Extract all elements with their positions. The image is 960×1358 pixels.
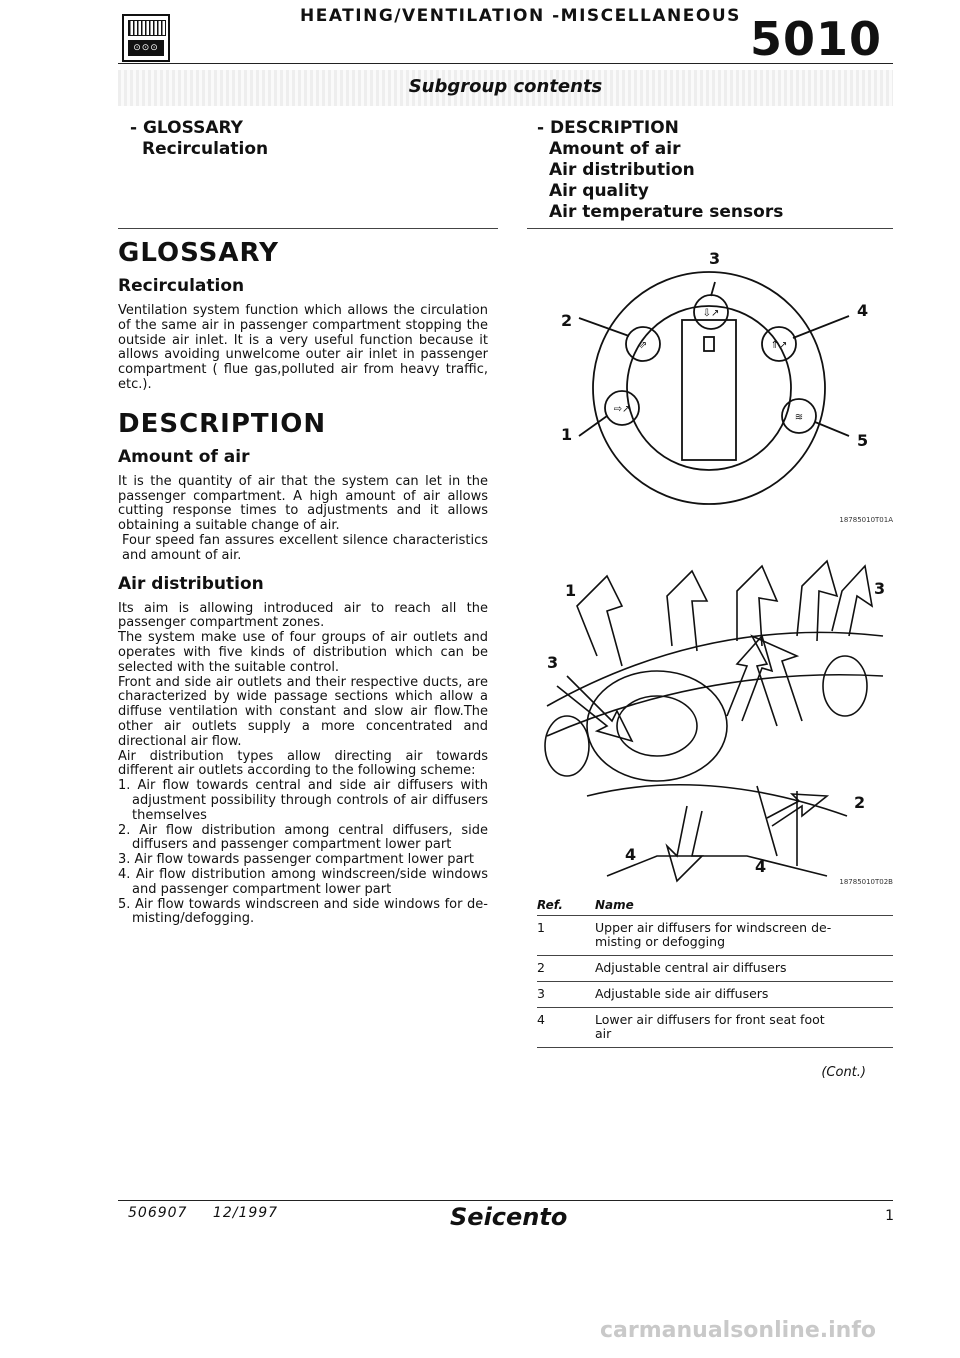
glossary-heading: GLOSSARY xyxy=(118,238,279,268)
toc-item[interactable]: Air distribution xyxy=(549,160,695,180)
toc-right xyxy=(537,118,783,223)
control-knob-diagram xyxy=(527,240,893,530)
figure-dashboard xyxy=(527,556,893,890)
reference-table-wrap xyxy=(537,894,893,1048)
toc-item[interactable]: - DESCRIPTION xyxy=(537,118,679,138)
left-column xyxy=(118,238,488,927)
distribution-text: Its aim is allowing introduced air to reach all the passenger compartment zones. xyxy=(118,600,488,631)
table-row: 1 Upper air diffusers for windscreen de-misting or defogging xyxy=(537,916,893,956)
distribution-text-3: Front and side air outlets and their respective ducts, are characterized by wide passage sections which allow a diffuse ventilation with constant and slow air flow.The other air outlets supply a more concentrated and directional air flow. xyxy=(118,674,488,749)
description-heading: DESCRIPTION xyxy=(118,408,327,439)
table-row: 3 Adjustable side air diffusers xyxy=(537,982,893,1008)
list-item: 5. Air flow towards windscreen and side windows for de-misting/defogging. xyxy=(118,896,488,927)
toc-item[interactable]: Air temperature sensors xyxy=(549,202,784,222)
amount-text: It is the quantity of air that the system can let in the passenger compartment. A high amount of air allows cutting response times to adjustments and it allows obtaining a suitable change of air. xyxy=(118,473,488,534)
header-rule xyxy=(118,63,893,64)
figure-id: 18785010T02B xyxy=(839,878,893,886)
fig2-label: 1 xyxy=(565,581,577,600)
toc-item[interactable]: Amount of air xyxy=(549,139,681,159)
table-row: 2 Adjustable central air diffusers xyxy=(537,956,893,982)
svg-text:≋: ≋ xyxy=(794,412,804,423)
fig2-label: 4 xyxy=(755,857,767,876)
figure-control-knob xyxy=(527,240,893,530)
fig1-label: 5 xyxy=(857,431,869,450)
footer-doc xyxy=(128,1205,278,1221)
svg-text:⇑↗: ⇑↗ xyxy=(770,340,788,351)
table-row: 4 Lower air diffusers for front seat foot air xyxy=(537,1008,893,1048)
list-item: 2. Air flow distribution among central diffusers, side diffusers and passenger compartment lower part xyxy=(118,822,488,853)
table-header-ref: Ref. xyxy=(537,894,595,916)
header-title: HEATING/VENTILATION -MISCELLANEOUS xyxy=(300,6,741,26)
watermark: carmanualsonline.info xyxy=(600,1318,876,1343)
section-rule-right xyxy=(527,228,893,229)
svg-text:⇗: ⇗ xyxy=(638,340,648,351)
fig1-label: 1 xyxy=(561,425,573,444)
distribution-list xyxy=(118,779,488,927)
page-number: 1 xyxy=(885,1208,894,1224)
toc-item[interactable]: Recirculation xyxy=(142,139,269,159)
amount-heading: Amount of air xyxy=(118,446,250,467)
toc-left xyxy=(130,118,268,160)
fig1-label: 3 xyxy=(709,249,721,268)
recirculation-text: Ventilation system function which allows the circulation of the same air in passenger compartment stopping the outside air inlet. It is a very useful function because it allows avoiding unwelcome outer air inlet in passenger compartment ( flue gas,polluted air from heavy traffic, etc.). xyxy=(118,303,488,392)
brand-logo: Seicento xyxy=(450,1203,568,1231)
figure-id: 18785010T01A xyxy=(839,516,893,524)
doc-number: 506907 xyxy=(128,1205,188,1221)
section-rule-left xyxy=(118,228,498,229)
distribution-text-2: The system make use of four groups of air outlets and operates with five kinds of distribution which can be selected with the suitable control. xyxy=(118,630,488,675)
svg-text:⇩↗: ⇩↗ xyxy=(702,308,720,319)
dashboard-diagram xyxy=(527,556,893,890)
doc-date: 12/1997 xyxy=(212,1205,279,1221)
list-item: 3. Air flow towards passenger compartment lower part xyxy=(118,852,474,868)
continued-note: (Cont.) xyxy=(821,1065,866,1080)
distribution-text-4: Air distribution types allow directing air towards different air outlets according to the following scheme: xyxy=(118,748,488,779)
list-item: 1. Air flow towards central and side air diffusers with adjustment possibility through controls of air diffusers themselves xyxy=(118,778,488,823)
table-header-name: Name xyxy=(595,894,893,916)
fig2-label: 4 xyxy=(625,845,637,864)
section-logo-icon: ⊙⊙⊙ xyxy=(122,14,170,62)
section-code: 5010 xyxy=(749,12,882,66)
toc-item[interactable]: Air quality xyxy=(549,181,649,201)
amount-text-2: Four speed fan assures excellent silence characteristics and amount of air. xyxy=(122,532,488,563)
subgroup-title: Subgroup contents xyxy=(408,76,603,97)
fig2-label: 3 xyxy=(874,579,886,598)
fig2-label: 2 xyxy=(854,793,866,812)
fig1-label: 2 xyxy=(561,311,573,330)
list-item: 4. Air flow distribution among windscreen/side windows and passenger compartment lower part xyxy=(118,866,488,897)
recirculation-heading: Recirculation xyxy=(118,276,245,296)
distribution-heading: Air distribution xyxy=(118,573,264,594)
fig2-label: 3 xyxy=(547,653,559,672)
footer-rule xyxy=(118,1200,893,1201)
reference-table xyxy=(537,894,893,1048)
svg-text:⇨↗: ⇨↗ xyxy=(613,404,631,415)
fig1-label: 4 xyxy=(857,301,869,320)
toc-item[interactable]: - GLOSSARY xyxy=(130,118,243,138)
